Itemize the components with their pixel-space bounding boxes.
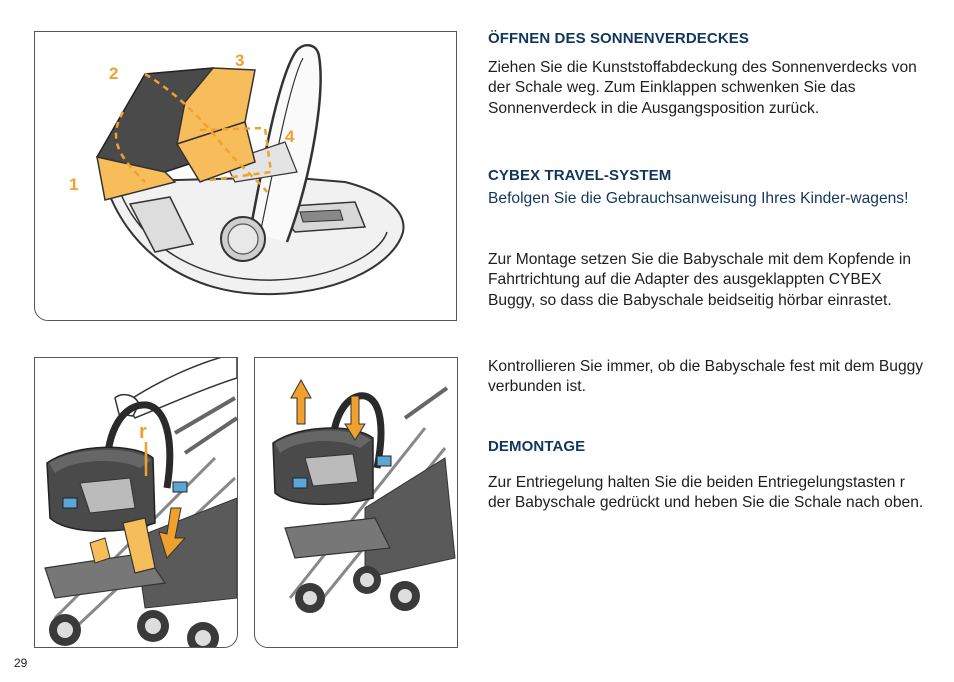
- removal-heading: DEMONTAGE: [488, 438, 586, 455]
- release-button-right: [377, 456, 391, 466]
- callout-2: 2: [109, 64, 119, 83]
- travel-system-mounting-text: Zur Montage setzen Sie die Babyschale mit dem Kopfende in Fahrtrichtung auf die Adapter des ausgeklappten CYBEX Buggy, so dass die Babyschale beidseitig hörbar einrastet.: [488, 251, 912, 309]
- release-button-left: [63, 498, 77, 508]
- sunshade-figure: [34, 31, 457, 321]
- travel-system-note: Befolgen Sie die Gebrauchsanweisung Ihres Kinder-wagens!: [488, 190, 909, 207]
- callout-1: 1: [69, 175, 79, 194]
- travel-system-heading: CYBEX TRAVEL-SYSTEM: [488, 167, 672, 184]
- removal-figure: [254, 357, 458, 648]
- callout-3: 3: [235, 51, 245, 70]
- sunshade-heading: ÖFFNEN DES SONNENVERDECKES: [488, 30, 749, 47]
- release-button-left: [293, 478, 307, 488]
- removal-text: Zur Entriegelung halten Sie die beiden Entriegelungstasten r der Babyschale gedrückt und heben Sie die Schale nach oben.: [488, 474, 924, 512]
- release-button-right: [173, 482, 187, 492]
- callout-4: 4: [285, 127, 295, 146]
- travel-system-check-text: Kontrollieren Sie immer, ob die Babyschale fest mit dem Buggy verbunden ist.: [488, 358, 924, 396]
- mounting-figure: [34, 357, 238, 648]
- release-label-r: r: [139, 421, 147, 443]
- sunshade-text: Ziehen Sie die Kunststoffabdeckung des Sonnenverdecks von der Schale weg. Zum Einklappen schwenken Sie das Sonnenverdeck in die Ausgangsposition zurück.: [488, 59, 917, 117]
- page-number: 29: [14, 656, 28, 670]
